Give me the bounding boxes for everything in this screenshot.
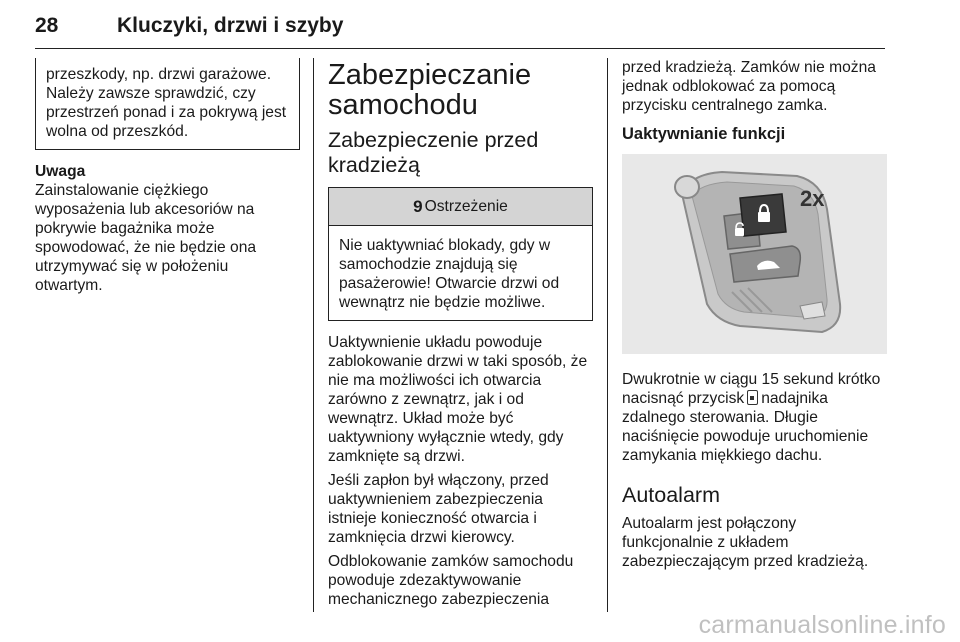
key-fob-icon [622,154,887,354]
paragraph: przed kradzieżą. Zamków nie można jednak odblokować za pomocą przycisku centralnego zamka. [622,59,876,114]
column-left [35,58,300,300]
watermark: carmanualsonline.info [698,611,946,639]
subsection-title: Autoalarm [622,483,720,507]
section-title: Zabezpieczanie samochodu [328,59,532,121]
column-middle [328,58,593,614]
press-count-label: 2x [800,186,825,211]
column-divider [607,58,608,612]
warning-heading: Ostrzeżenie [424,197,508,215]
warning-header [329,188,592,226]
note-heading: Uwaga [35,163,86,180]
warning-icon: 9 [413,196,423,216]
note-text: Zainstalowanie ciężkiego wyposażenia lub akcesoriów na pokrywie bagażnika może spowodować, że nie będzie ona utrzymywać się w położeniu otwartym. [35,182,257,294]
paragraph: Autoalarm jest połączony funkcjonalnie z układem zabezpieczającym przed kradzieżą. [622,515,869,570]
column-divider [313,58,314,612]
paragraph: Dwukrotnie w ciągu 15 sekund krótko nacisnąć przycisk nadajnika zdalnego sterowania. Długie naciśnięcie powoduje uruchomienie zamykania miękkiego dachu. [622,371,881,464]
paragraph: Odblokowanie zamków samochodu powoduje zdezaktywowanie mechanicznego zabezpieczenia [328,553,574,608]
key-fob-illustration [622,154,887,354]
warning-box [328,187,593,321]
page-header [35,6,885,49]
paragraph: Uaktywnienie układu powoduje zablokowanie drzwi w taki sposób, że nie ma możliwości ich otwarcia zarówno z zewnątrz, jak i od wewnątrz. Układ może być uaktywniony wyłącznie wtedy, gdy zamknięte są drzwi. [328,334,588,465]
chapter-title: Kluczyki, drzwi i szyby [117,14,344,37]
column-right [622,58,887,576]
page-number: 28 [35,14,59,37]
continued-caution-box: przeszkody, np. drzwi garażowe. Należy zawsze sprawdzić, czy przestrzeń ponad i za pokrywą jest wolna od przeszkód. [35,58,300,150]
paragraph: Jeśli zapłon był włączony, przed uaktywnieniem zabezpieczenia istnieje konieczność otwarcia i zamknięcia drzwi kierowcy. [328,472,549,546]
lock-button-icon [747,390,758,405]
subsection-title: Zabezpieczenie przed kradzieżą [328,128,539,177]
warning-text: Nie uaktywniać blokady, gdy w samochodzie znajdują się pasażerowie! Otwarcie drzwi od wewnątrz nie będzie możliwe. [339,237,560,311]
subheading: Uaktywnianie funkcji [622,125,786,143]
